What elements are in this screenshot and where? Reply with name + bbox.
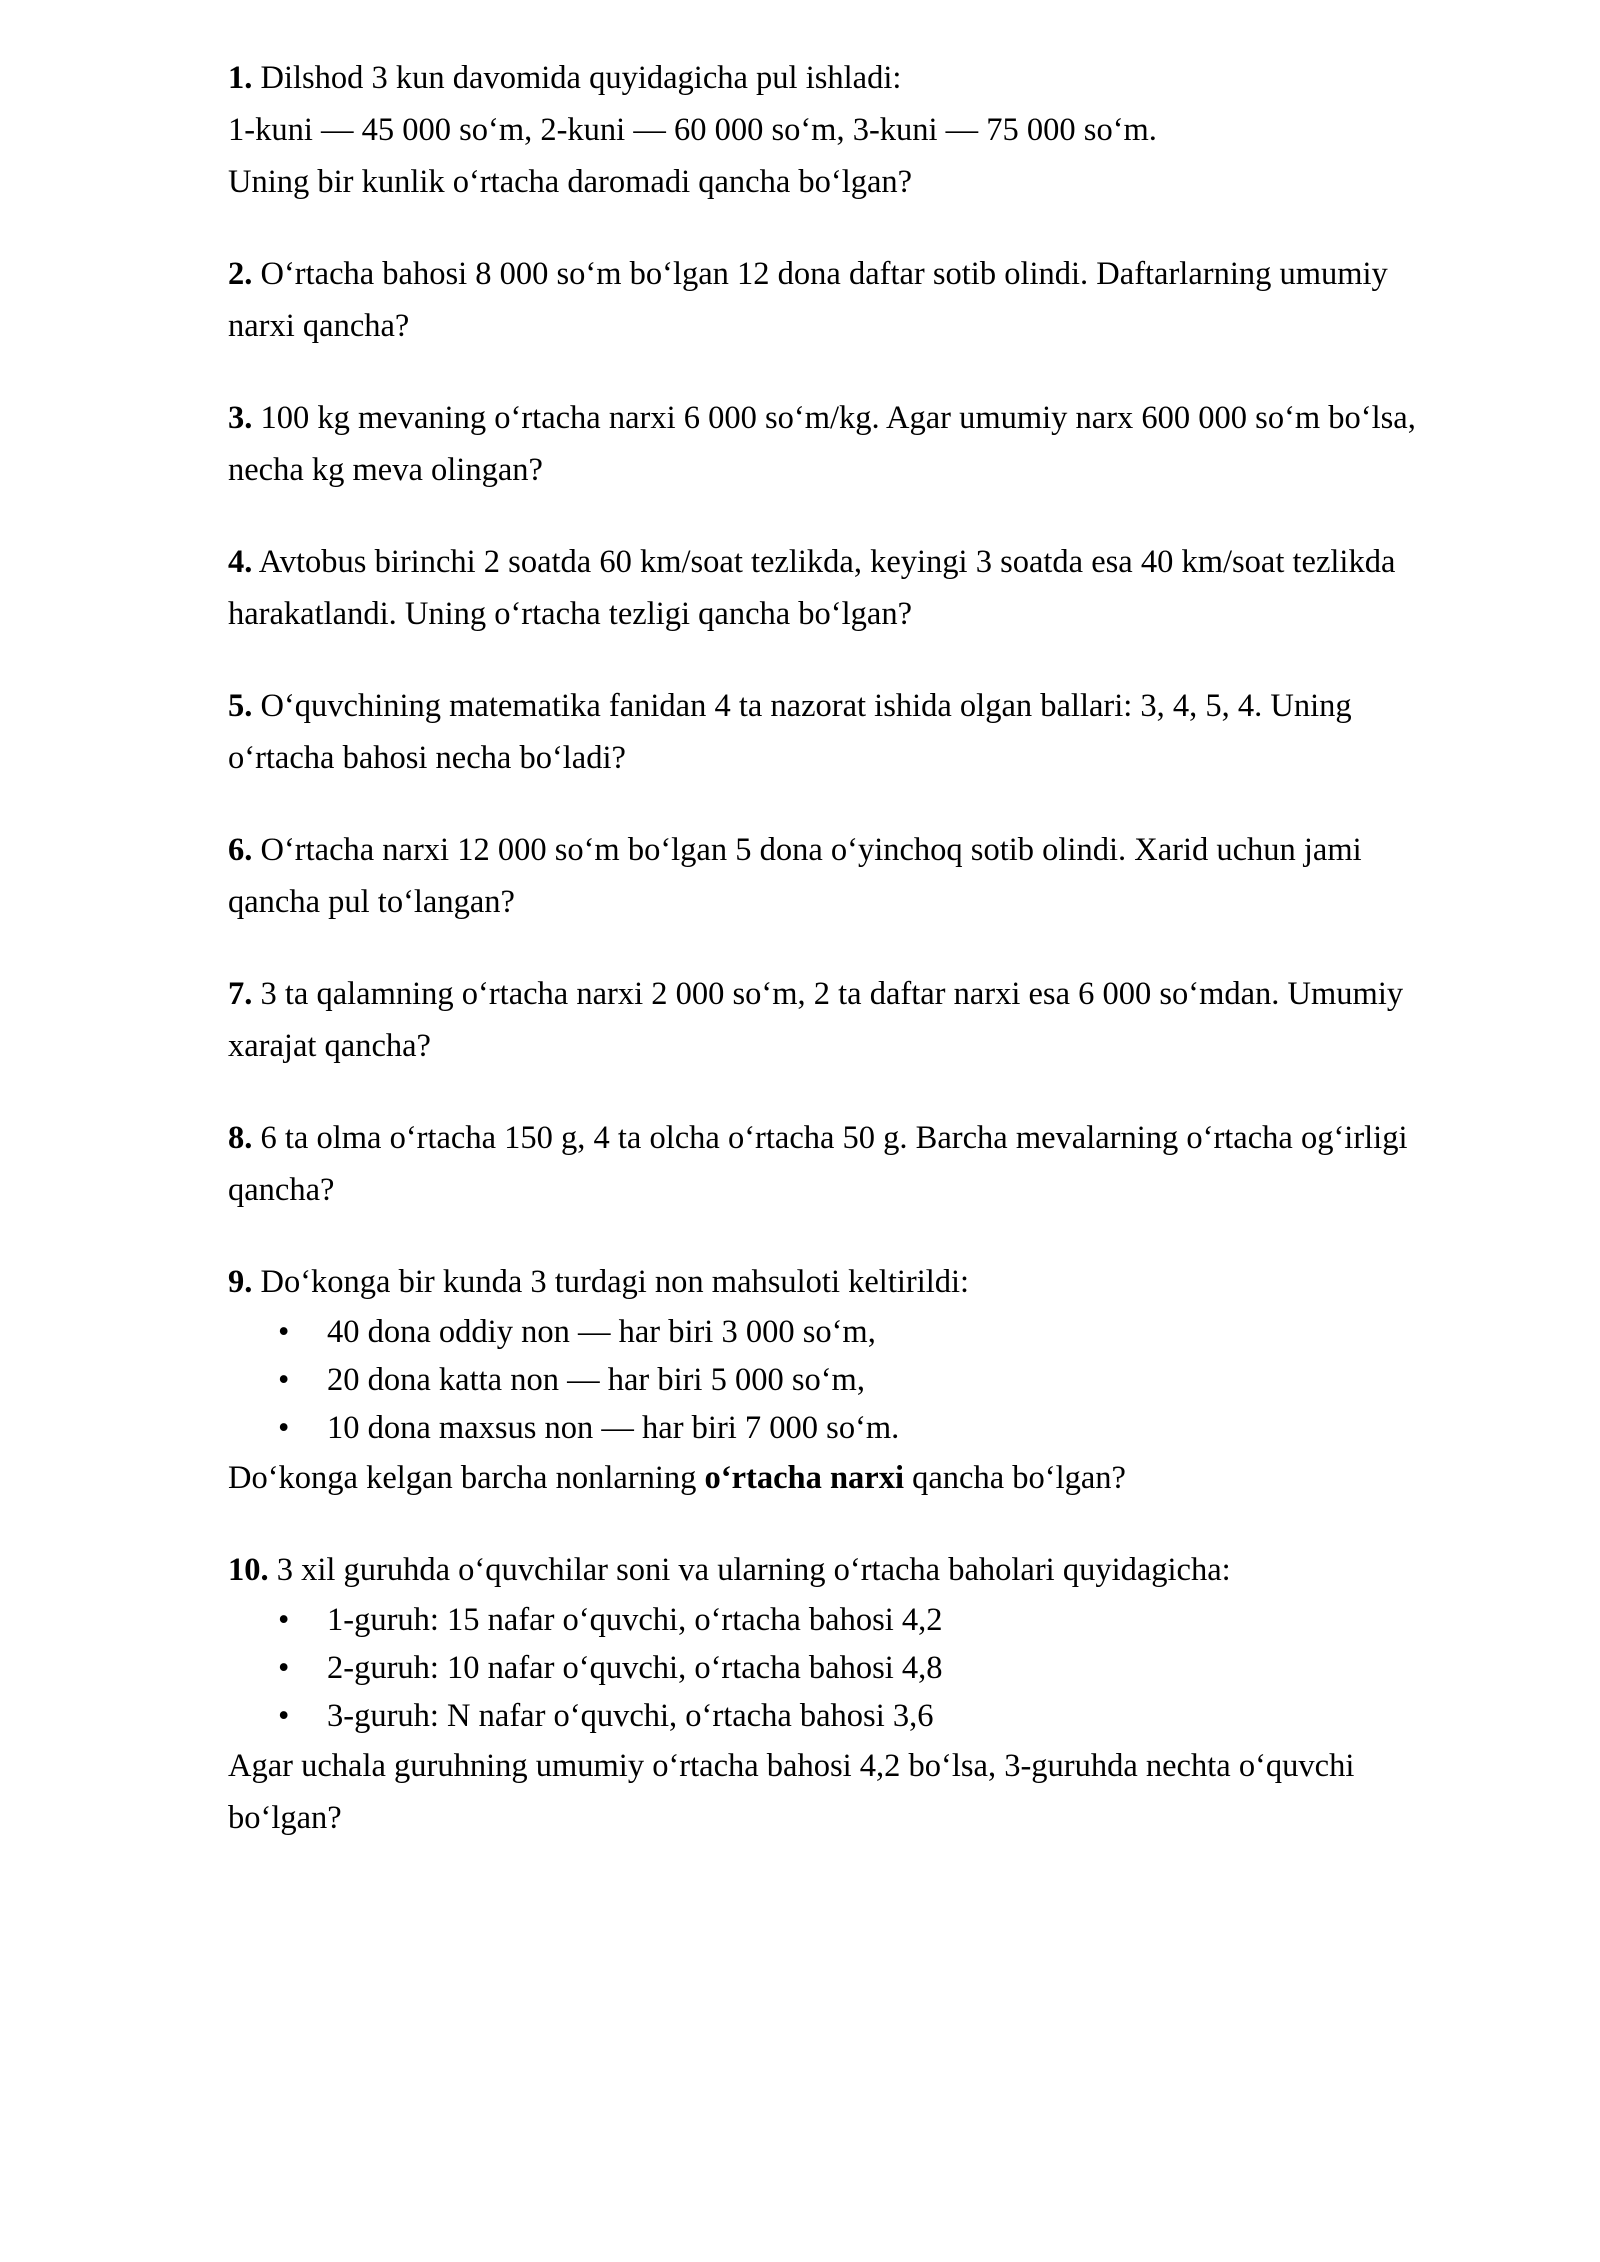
problem-number: 2.: [228, 256, 253, 292]
problem-number: 7.: [228, 976, 253, 1012]
problem-line: 3 xil guruhda o‘quvchilar soni va ularning o‘rtacha baholari quyidagicha:: [276, 1552, 1231, 1588]
problem-line: Uning bir kunlik o‘rtacha daromadi qancha bo‘lgan?: [228, 164, 913, 200]
problem-line: Avtobus birinchi 2 soatda 60 km/soat tezlikda, keyingi 3 soatda esa 40 km/soat tezlikda harakatlandi. Uning o‘rtacha tezligi qancha bo‘lgan?: [228, 544, 1396, 632]
problem-line: 1-kuni — 45 000 so‘m, 2-kuni — 60 000 so‘m, 3-kuni — 75 000 so‘m.: [228, 112, 1157, 148]
problem-line: Do‘konga bir kunda 3 turdagi non mahsuloti keltirildi:: [260, 1264, 970, 1300]
list-item: [228, 1644, 1460, 1692]
problem-number: 9.: [228, 1264, 253, 1300]
problem-item: [228, 392, 1460, 496]
problem-number: 8.: [228, 1120, 253, 1156]
problem-item: [228, 536, 1460, 640]
problem-item: [228, 1256, 1460, 1504]
problem-intro: [228, 1256, 1460, 1308]
problem-number: 4.: [228, 544, 253, 580]
problem-line: O‘rtacha bahosi 8 000 so‘m bo‘lgan 12 dona daftar sotib olindi. Daftarlarning umumiy narxi qancha?: [228, 256, 1388, 344]
problem-line: 3 ta qalamning o‘rtacha narxi 2 000 so‘m, 2 ta daftar narxi esa 6 000 so‘mdan. Umumiy xarajat qancha?: [228, 976, 1404, 1064]
list-item: [228, 1308, 1460, 1356]
problem-item: [228, 968, 1460, 1072]
problem-item: [228, 1544, 1460, 1844]
question-text-before: Agar uchala guruhning umumiy o‘rtacha bahosi 4,2 bo‘lsa, 3-guruhda nechta o‘quvchi bo‘lgan?: [228, 1748, 1355, 1836]
problem-question: [228, 1452, 1460, 1504]
problem-number: 6.: [228, 832, 253, 868]
problem-line: O‘quvchining matematika fanidan 4 ta nazorat ishida olgan ballari: 3, 4, 5, 4. Uning o‘rtacha bahosi necha bo‘ladi?: [228, 688, 1352, 776]
problem-number: 3.: [228, 400, 253, 436]
document-body: [228, 52, 1460, 1844]
problem-number: 5.: [228, 688, 253, 724]
problem-item: [228, 824, 1460, 928]
problem-line: Dilshod 3 kun davomida quyidagicha pul ishladi:: [260, 60, 902, 96]
question-emphasis: o‘rtacha narxi: [704, 1460, 904, 1496]
list-item: [228, 1692, 1460, 1740]
problem-intro: [228, 1544, 1460, 1596]
bullet-list: [228, 1308, 1460, 1452]
problem-line: O‘rtacha narxi 12 000 so‘m bo‘lgan 5 dona o‘yinchoq sotib olindi. Xarid uchun jami qancha pul to‘langan?: [228, 832, 1362, 920]
list-item-label: 1-guruh: 15 nafar o‘quvchi, o‘rtacha bahosi 4,2: [327, 1602, 943, 1638]
question-text-before: Do‘konga kelgan barcha nonlarning: [228, 1460, 705, 1496]
problem-line: 6 ta olma o‘rtacha 150 g, 4 ta olcha o‘rtacha 50 g. Barcha mevalarning o‘rtacha og‘irligi qancha?: [228, 1120, 1408, 1208]
list-item-label: 40 dona oddiy non — har biri 3 000 so‘m,: [327, 1314, 876, 1350]
list-item-label: 3-guruh: N nafar o‘quvchi, o‘rtacha bahosi 3,6: [327, 1698, 934, 1734]
problem-item: [228, 248, 1460, 352]
list-item: [228, 1404, 1460, 1452]
list-item-label: 10 dona maxsus non — har biri 7 000 so‘m.: [327, 1410, 900, 1446]
problem-line: 100 kg mevaning o‘rtacha narxi 6 000 so‘m/kg. Agar umumiy narx 600 000 so‘m bo‘lsa, necha kg meva olingan?: [228, 400, 1416, 488]
list-item-label: 2-guruh: 10 nafar o‘quvchi, o‘rtacha bahosi 4,8: [327, 1650, 943, 1686]
list-item: [228, 1356, 1460, 1404]
problem-number: 10.: [228, 1552, 269, 1588]
list-item: [228, 1596, 1460, 1644]
problem-item: [228, 52, 1460, 208]
bullet-list: [228, 1596, 1460, 1740]
problem-item: [228, 1112, 1460, 1216]
problem-number: 1.: [228, 60, 253, 96]
list-item-label: 20 dona katta non — har biri 5 000 so‘m,: [327, 1362, 865, 1398]
problem-question: [228, 1740, 1460, 1844]
problem-item: [228, 680, 1460, 784]
question-text-after: qancha bo‘lgan?: [904, 1460, 1126, 1496]
